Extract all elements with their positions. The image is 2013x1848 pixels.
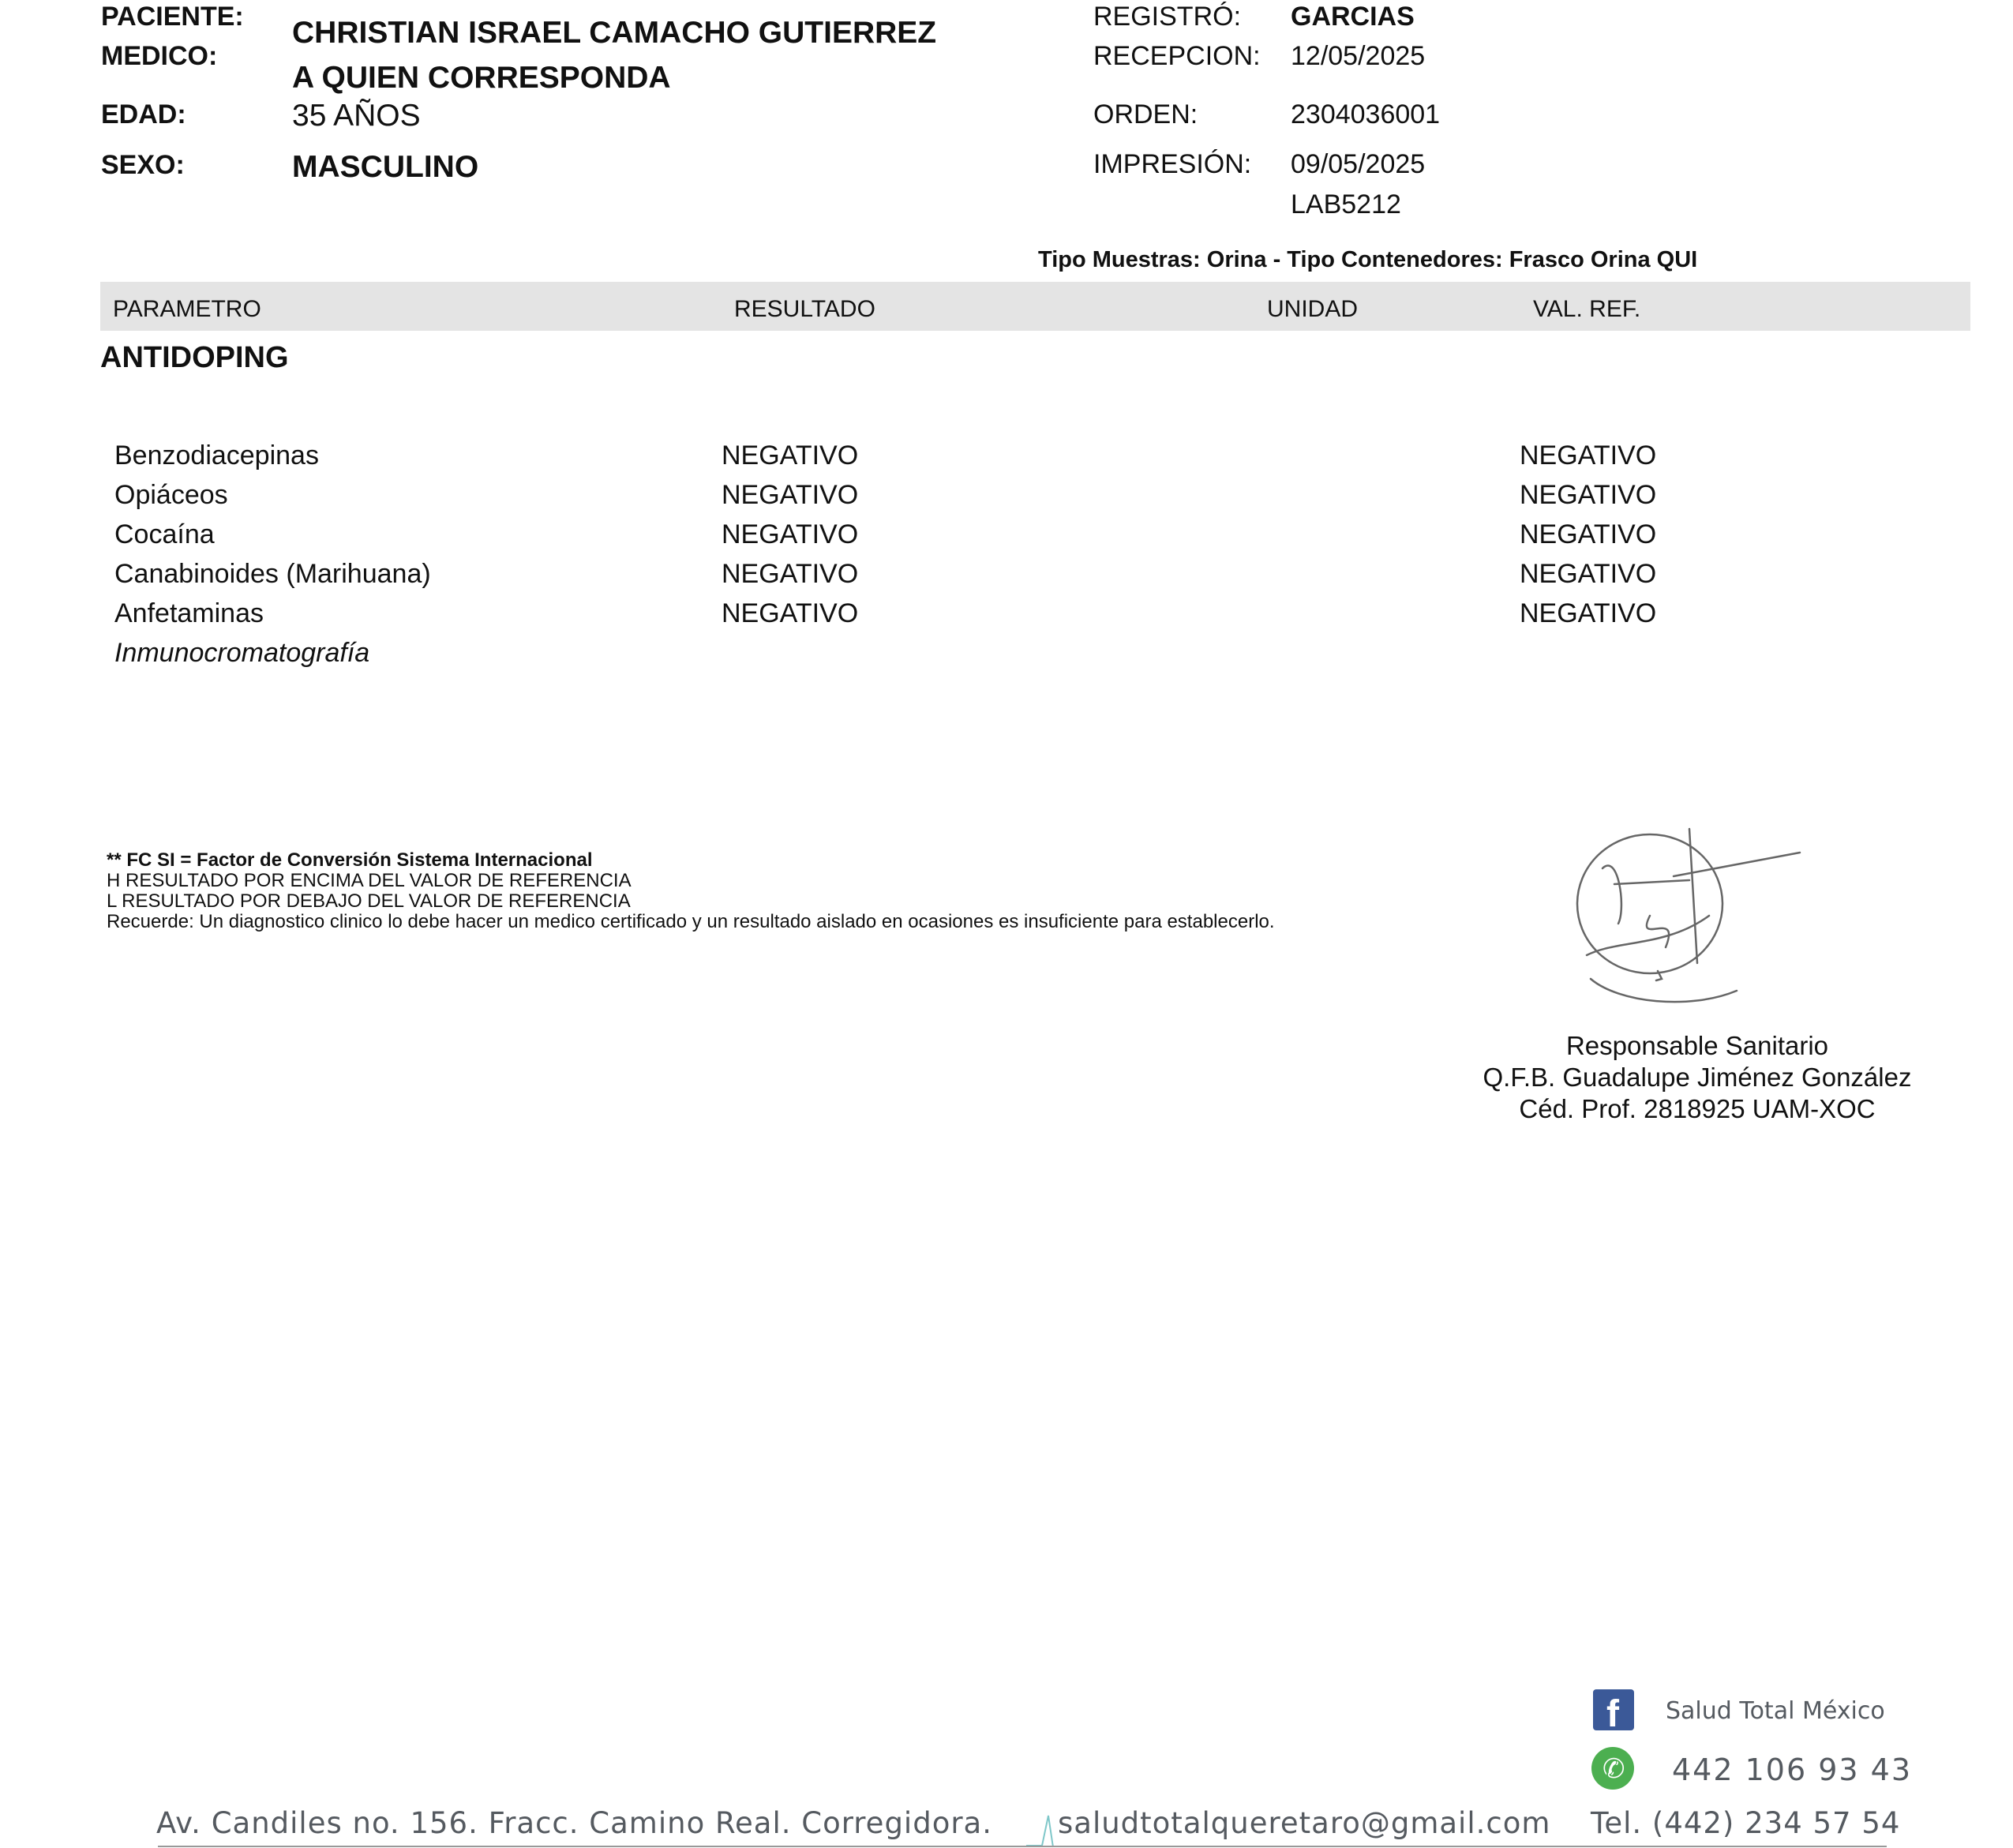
header-ref: VAL. REF.	[1533, 296, 1641, 322]
reception-value: 12/05/2025	[1291, 41, 1426, 71]
note-reminder: Recuerde: Un diagnostico clinico lo debe hacer un medico certificado y un resultado aislado en ocasiones es insuficiente para establecerlo.	[107, 911, 1275, 932]
doctor-name: A QUIEN CORRESPONDA	[292, 61, 671, 95]
signature-name: Q.F.B. Guadalupe Jiménez González	[1483, 1063, 1912, 1092]
registered-label: REGISTRÓ:	[1093, 2, 1242, 32]
row-parameter: Cocaína	[114, 519, 215, 549]
note-fc: ** FC SI = Factor de Conversión Sistema Internacional	[107, 849, 593, 871]
row-ref: NEGATIVO	[1520, 598, 1657, 628]
note-high: H RESULTADO POR ENCIMA DEL VALOR DE REFERENCIA	[107, 870, 632, 891]
section-title: ANTIDOPING	[100, 341, 289, 374]
print-label: IMPRESIÓN:	[1093, 149, 1252, 179]
footer-email: saludtotalqueretaro@gmail.com	[1058, 1806, 1551, 1840]
age-value: 35 AÑOS	[292, 99, 421, 133]
footer-phone: Tel. (442) 234 57 54	[1591, 1806, 1901, 1840]
row-parameter: Benzodiacepinas	[114, 440, 319, 470]
print-value: 09/05/2025	[1291, 149, 1426, 179]
order-value: 2304036001	[1291, 99, 1441, 129]
row-parameter: Anfetaminas	[114, 598, 264, 628]
whatsapp-number: 442 106 93 43	[1672, 1752, 1913, 1787]
sample-info: Tipo Muestras: Orina - Tipo Contenedores: Frasco Orina QUI	[1038, 247, 1698, 272]
row-parameter: Opiáceos	[114, 480, 228, 510]
row-parameter: Canabinoides (Marihuana)	[114, 559, 431, 589]
row-result: NEGATIVO	[722, 480, 859, 510]
row-result: NEGATIVO	[722, 519, 859, 549]
header-unit: UNIDAD	[1267, 296, 1359, 322]
footer-address: Av. Candiles no. 156. Fracc. Camino Real. Corregidora.	[156, 1806, 992, 1840]
age-label: EDAD:	[101, 99, 186, 129]
table-row	[100, 519, 1970, 559]
table-row	[100, 559, 1970, 598]
row-ref: NEGATIVO	[1520, 559, 1657, 589]
order-label: ORDEN:	[1093, 99, 1198, 129]
sex-value: MASCULINO	[292, 150, 479, 184]
reception-label: RECEPCION:	[1093, 41, 1261, 71]
row-result: NEGATIVO	[722, 598, 859, 628]
sex-label: SEXO:	[101, 150, 185, 180]
patient-label: PACIENTE:	[101, 2, 244, 32]
row-result: NEGATIVO	[722, 559, 859, 589]
header-result: RESULTADO	[734, 296, 875, 322]
lab-code: LAB5212	[1291, 189, 1401, 219]
row-ref: NEGATIVO	[1520, 440, 1657, 470]
table-row	[100, 480, 1970, 519]
facebook-icon: f	[1593, 1689, 1634, 1730]
table-header	[100, 282, 1970, 331]
signature-license: Céd. Prof. 2818925 UAM-XOC	[1519, 1094, 1876, 1123]
footer-divider	[158, 1846, 1887, 1847]
notes-block	[107, 850, 1275, 932]
table-row	[100, 440, 1970, 480]
signature-graphic	[1571, 821, 1816, 1018]
whatsapp-icon: ✆	[1591, 1747, 1634, 1790]
registered-value: GARCIAS	[1291, 2, 1415, 32]
facebook-page: Salud Total México	[1666, 1697, 1885, 1725]
row-result: NEGATIVO	[722, 440, 859, 470]
note-low: L RESULTADO POR DEBAJO DEL VALOR DE REFERENCIA	[107, 890, 631, 912]
signature-title: Responsable Sanitario	[1565, 1031, 1829, 1060]
doctor-label: MEDICO:	[101, 41, 218, 71]
header-parameter: PARAMETRO	[113, 296, 261, 322]
row-ref: NEGATIVO	[1520, 519, 1657, 549]
row-ref: NEGATIVO	[1520, 480, 1657, 510]
table-row	[100, 598, 1970, 638]
method-note: Inmunocromatografía	[114, 638, 370, 668]
patient-name: CHRISTIAN ISRAEL CAMACHO GUTIERREZ	[292, 16, 937, 50]
